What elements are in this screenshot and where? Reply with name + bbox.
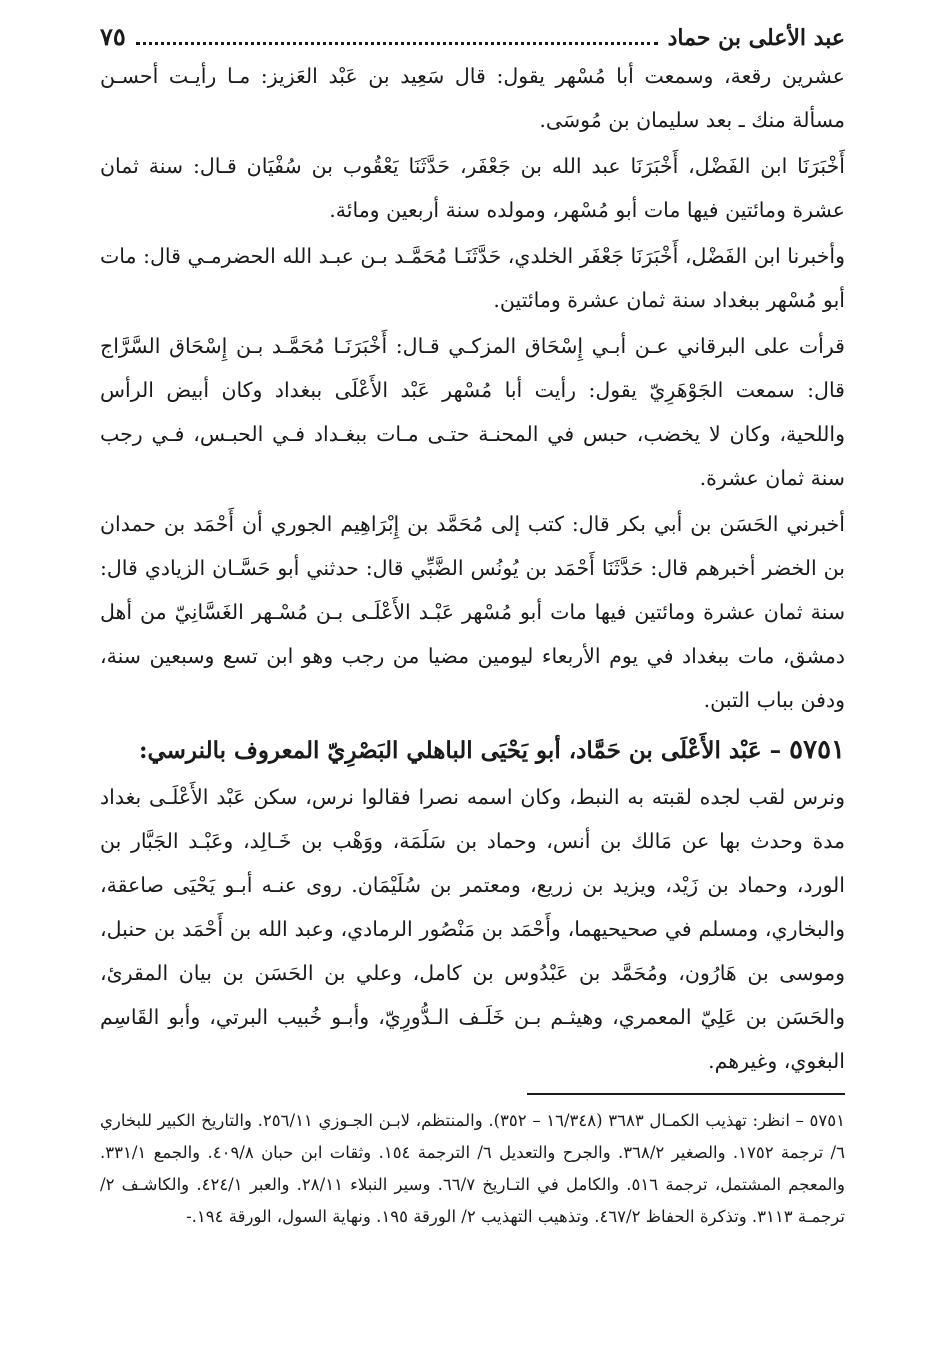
- entry-title: عَبْد الأَعْلَى بن حَمَّاد، أبو يَحْيَى الباهلي البَصْرِيّ المعروف بالنرسي:: [139, 737, 762, 764]
- paragraph-barqani-report: قرأت على البرقاني عـن أبـي إِسْحَاق المزكـي قـال: أَخْبَرَنَـا مُحَمَّـد بـن إِسْحَاق السَّرَّاج قال: سمعت الجَوْهَرِيّ يقول: رأيت أبا مُسْهر عَبْد الأَعْلَى ببغداد وكان أبيض الرأس واللحية، وكان لا يخضب، حبس في المحنـة حتـى مـات ببغـداد فـي الحبـس، فـي رجب سنة ثمان عشرة.: [100, 334, 845, 490]
- paragraph-hadrami-report: وأخبرنا ابن الفَضْل، أَخْبَرَنَا جَعْفَر الخلدي، حَدَّثَنَـا مُحَمَّـد بـن عبـد الله الحضرمـي قال: مات أبو مُسْهر ببغداد سنة ثمان عشرة ومائتين.: [100, 244, 845, 312]
- footnote: ٥٧٥١ – انظر: تهذيب الكمـال ٣٦٨٣ (١٦/٣٤٨ – ٣٥٢). والمنتظم، لابـن الجـوزي ٢٥٦/١١. والتاريخ الكبير للبخاري ٦/ ترجمة ١٧٥٢. والصغير ٣٦٨/٢. والجرح والتعديل ٦/ الترجمة ١٥٤. وثقات ابن حبان ٤٠٩/٨. والجمع ٣٣١/١. والمعجم المشتمل، ترجمة ٥١٦. والكامل في التـاريخ ٦٦/٧. وسير النبلاء ٢٨/١١. والعبر ٤٢٤/١. والكاشـف ٢/ ترجمـة ٣١١٣. وتذكرة الحفاظ ٤٦٧/٢. وتذهيب التهذيب ٢/ الورقة ١٩٥. ونهاية السول، الورقة ١٩٤.-: [100, 1111, 846, 1226]
- entry-number: ٥٧٥١: [789, 735, 845, 765]
- entry-heading: [100, 726, 845, 775]
- header-dotted-leader: [136, 28, 658, 45]
- paragraph-jawri-report: أخبرني الحَسَن بن أبي بكر قال: كتب إلى مُحَمَّد بن إِبْرَاهِيم الجوري أن أَحْمَد بن حمدان بن الخضر أخبرهم قال: حَدَّثَنَا أَحْمَد بن يُونُس الضَّبِّي قال: حدثني أبو حَسَّـان الزيادي قال: سنة ثمان عشرة ومائتين فيها مات أبو مُسْهر عَبْـد الأَعْلَـى بـن مُسْـهر الغَسَّانِيّ من أهل دمشق، مات ببغداد في يوم الأربعاء ليومين مضيا من رجب وهو ابن تسع وسبعين سنة، ودفن بباب التبن.: [100, 512, 845, 712]
- entry-biography-paragraph: ونرس لقب لجده لقبته به النبط، وكان اسمه نصرا فقالوا نرس، سكن عَبْد الأَعْلَـى بغداد مدة وحدث بها عن مَالك بن أنس، وحماد بن سَلَمَة، ووَهْب بن خَـالِد، وعَبْـد الجَبَّار بن الورد، وحماد بن زَيْد، ويزيد بن زريع، ومعتمر بن سُلَيْمَان. روى عنـه أبـو يَحْيَى صاعقة، والبخاري، ومسلم في صحيحيهما، وأَحْمَد بن مَنْصُور الرمادي، وعبد الله بن أَحْمَد بن حنبل، وموسى بن هَارُون، ومُحَمَّد بن عَبْدُوس بن كامل، وعلي بن الحَسَن بن بيان المقرئ، والحَسَن بن عَلِيّ المعمري، وهيثـم بـن خَلَـف الـدُّورِيّ، وأبـو خُبيب البرتي، وأبو القَاسِم البغوي، وغيرهم.: [100, 785, 845, 1073]
- page-number: ٧٥: [100, 22, 126, 51]
- paragraph-continuation: عشرين رقعة، وسمعت أبا مُسْهر يقول: قال سَعِيد بن عَبْد العَزيز: مـا رأيـت أحسـن مسألة منك ـ بعد سليمان بن مُوسَى.: [100, 64, 845, 132]
- entry-dash: –: [769, 737, 782, 764]
- running-title: عبد الأعلى بن حماد: [667, 25, 845, 51]
- paragraph-yaqub-report: أَخْبَرَنَا ابن الفَضْل، أَخْبَرَنَا عبد الله بن جَعْفَر، حَدَّثَنَا يَعْقُوب بن سُفْيَان قـال: سنة ثمان عشرة ومائتين فيها مات أبو مُسْهر، ومولده سنة أربعين ومائة.: [100, 154, 845, 222]
- footnote-divider: [527, 1093, 845, 1095]
- book-page: [100, 22, 845, 1233]
- page-header: [100, 22, 845, 54]
